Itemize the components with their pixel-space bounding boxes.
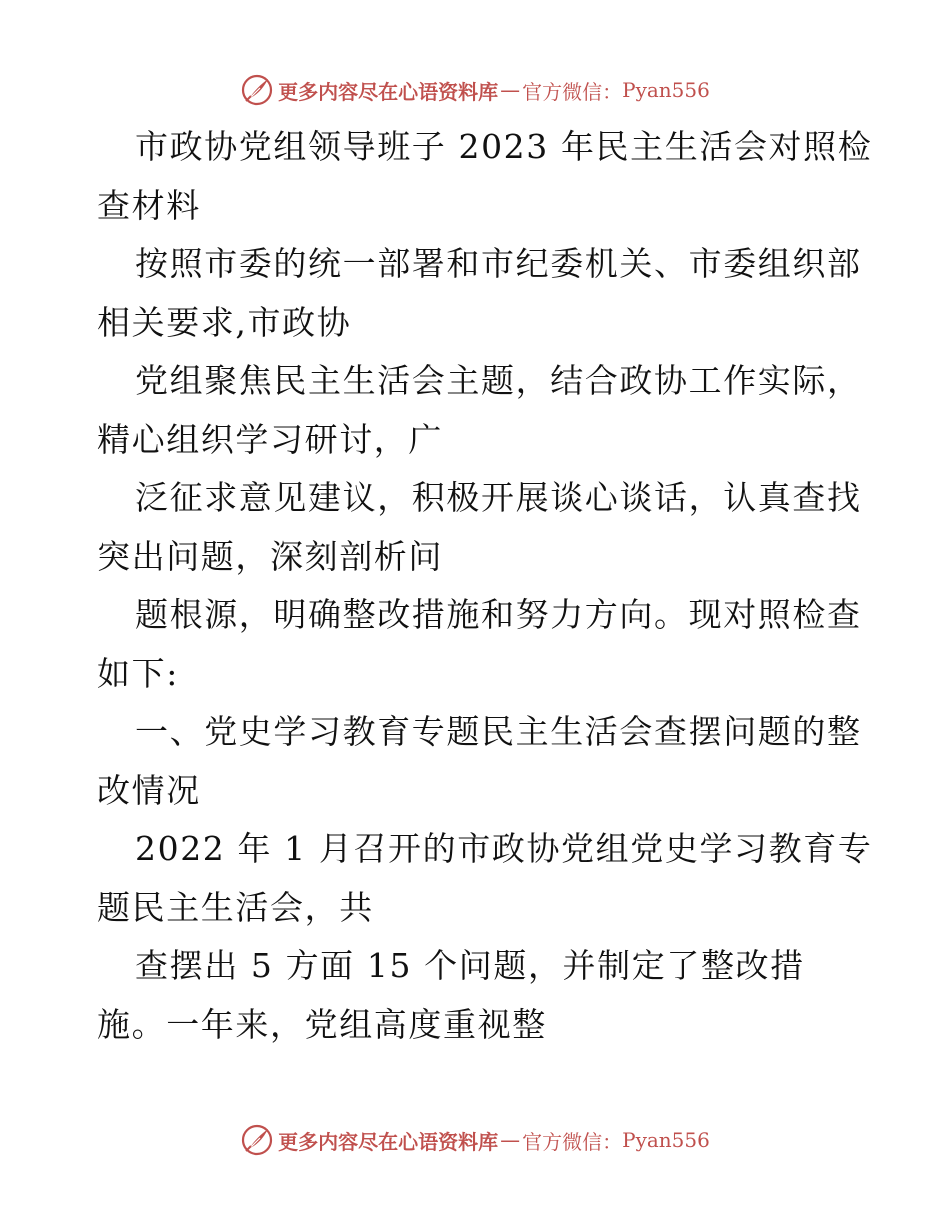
document-title-line: 查材料 [97, 185, 201, 225]
paragraph-line: 施。一年来，党组高度重视整 [97, 1004, 547, 1044]
paragraph-line: 泛征求意见建议，积极开展谈心谈话，认真查找 [135, 478, 862, 517]
paragraph-line: 突出问题，深刻剖析问 [97, 536, 443, 576]
feather-pen-logo-icon [240, 1123, 274, 1157]
watermark-main-text: 更多内容尽在心语资料库 [278, 1129, 499, 1154]
watermark-dash: — [500, 78, 521, 102]
watermark-main-text: 更多内容尽在心语资料库 [278, 79, 499, 104]
header-watermark [0, 70, 950, 110]
document-title-line: 市政协党组领导班子 2023 年民主生活会对照检 [135, 127, 873, 166]
paragraph-line: 题民主生活会，共 [97, 887, 374, 927]
paragraph-line: 相关要求,市政协 [97, 302, 352, 342]
watermark-dash: — [500, 1128, 521, 1152]
paragraph-line: 如下: [97, 653, 179, 693]
watermark-official-label: 官方微信： [522, 1129, 623, 1154]
document-body [97, 118, 873, 1054]
watermark-wechat-id: Pyan556 [622, 78, 710, 102]
watermark-wechat-id: Pyan556 [622, 1128, 710, 1152]
paragraph-line: 精心组织学习研讨，广 [97, 419, 443, 459]
section-heading-line: 一、党史学习教育专题民主生活会查摆问题的整 [135, 712, 862, 751]
paragraph-line: 查摆出 5 方面 15 个问题，并制定了整改措 [135, 946, 805, 985]
paragraph-line: 2022 年 1 月召开的市政协党组党史学习教育专 [135, 829, 873, 868]
paragraph-line: 题根源，明确整改措施和努力方向。现对照检查 [135, 595, 862, 634]
footer-watermark [0, 1120, 950, 1160]
paragraph-line: 党组聚焦民主生活会主题，结合政协工作实际， [135, 361, 862, 400]
feather-pen-logo-icon [240, 73, 274, 107]
section-heading-line: 改情况 [97, 770, 201, 810]
watermark-official-label: 官方微信： [522, 79, 623, 104]
paragraph-line: 按照市委的统一部署和市纪委机关、市委组织部 [135, 244, 862, 283]
